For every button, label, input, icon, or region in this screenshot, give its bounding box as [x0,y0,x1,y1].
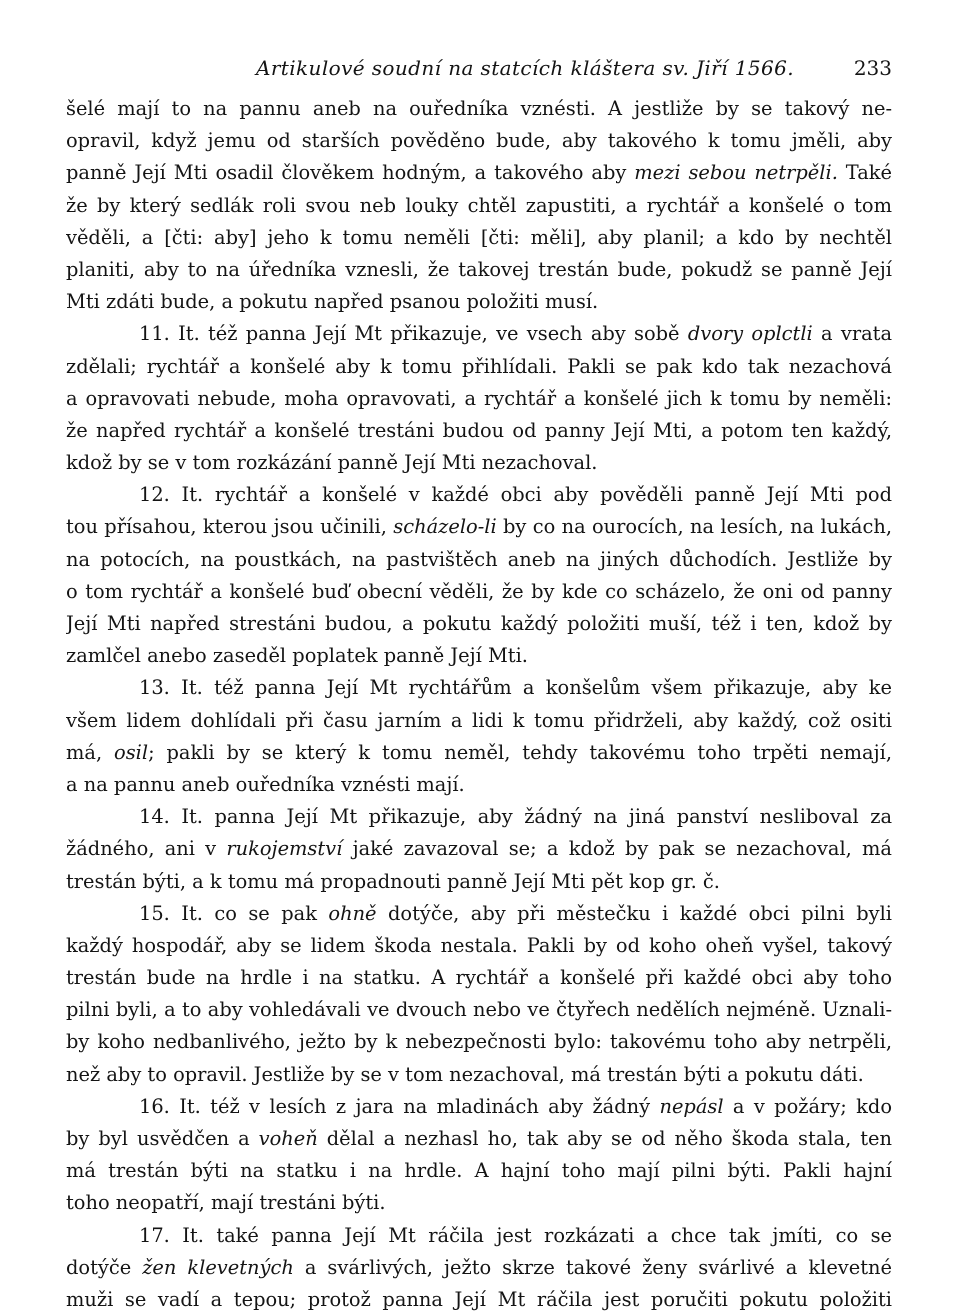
text-segment: trestán býti, a k tomu má propadnouti panně Její Mti pět kop gr. č. [66,869,720,893]
text-segment: a v požáry; kdo [723,1094,892,1118]
text-line [66,576,892,608]
text-segment: muži se vadí a tepou; protož panna Její Mt ráčila jest poručiti pokutu položiti [66,1287,892,1311]
text-line-content [66,612,892,635]
text-line [66,190,892,222]
text-line-content [66,548,892,571]
text-line [66,1187,892,1219]
italic-text: rukojemství [226,837,343,861]
text-segment: 14. It. panna Její Mt přikazuje, aby žádný na jiná panství nesliboval za [139,805,892,829]
body-text [66,93,892,1316]
text-line [66,769,892,801]
text-line-content [66,1127,892,1150]
text-line-content [66,451,597,474]
text-segment: a svárlivých, ježto skrze takové ženy svárlivé a klevetné [293,1255,892,1279]
text-line [66,801,892,833]
text-segment: Také [837,161,892,185]
text-line-content [66,741,892,764]
text-line [66,1123,892,1155]
text-segment: že by který sedlák roli svou neb louky chtěl zapustiti, a rychtář a konšelé o tom [66,193,892,217]
text-line-content [66,1256,892,1279]
text-segment: o tom rychtář a konšelé buď obecní věděli, že by kde co scházelo, že oni od panny [66,579,892,603]
text-segment: pilni byli, a to aby vohledávali ve dvouch nebo ve čtyřech nedělích nejméně. Uznali- [66,998,892,1022]
text-line-content [66,644,528,667]
text-line [66,608,892,640]
text-line [66,1284,892,1316]
text-segment: že napřed rychtář a konšelé trestáni budou od panny Její Mti, a potom ten každý, [66,418,892,442]
text-segment: má, [66,740,115,764]
text-line [66,930,892,962]
text-line-content [139,322,892,345]
text-segment: dělal a nezhasl ho, tak aby se od něho škoda stala, ten [317,1127,892,1150]
italic-text: nepásl [659,1094,724,1118]
text-line-content [66,161,892,184]
text-line [66,833,892,865]
text-segment: žádného, ani v [66,837,227,861]
text-segment: zamlčel anebo zaseděl poplatek panně Její Mti. [66,644,528,668]
text-segment: 11. It. též panna Její Mt přikazuje, ve vsech aby sobě [139,322,688,346]
text-line-content [66,773,465,796]
text-line-content [66,709,892,732]
text-line-content [139,1224,892,1247]
text-line-content [66,226,892,249]
text-segment: 13. It. též panna Její Mt rychtářům a konšelům všem přikazuje, aby ke [139,676,892,700]
text-line [66,1026,892,1058]
text-line-content [66,934,892,957]
text-line [66,705,892,737]
text-line-content [66,355,892,378]
text-line [66,351,892,383]
text-line-content [66,97,892,120]
text-segment: 16. It. též v lesích z jara na mladinách aby žádný [139,1094,660,1118]
italic-text: scházelo-li [393,515,497,539]
text-segment: trestán bude na hrdle i na statku. A rychtář a konšelé při každé obci aby toho [66,966,892,990]
text-segment: ; pakli by se který k tomu neměl, tehdy takovému toho trpěti nemají, [148,740,892,764]
text-segment: toho neopatří, mají trestáni býti. [66,1191,386,1215]
text-line [66,1155,892,1187]
text-line [66,125,892,157]
text-line-content [66,387,892,410]
italic-text: osil [114,740,149,764]
text-line [66,866,892,898]
text-line [66,962,892,994]
text-line [66,1220,892,1252]
text-line [66,672,892,704]
text-segment: Mti zdáti bude, a pokutu napřed psanou položiti musí. [66,290,599,314]
text-segment: a opravovati nebude, moha opravovati, a rychtář a konšelé jich k tomu by neměli: [66,386,892,410]
text-line [66,286,892,318]
text-line-content [139,483,892,506]
text-line [66,383,892,415]
text-line-content [66,1030,892,1053]
text-line-content [66,966,892,989]
italic-text: mezi sebou netrpěli. [634,161,838,185]
text-line-content [66,1191,386,1214]
text-segment: má trestán býti na statku i na hrdle. A hajní toho mají pilni býti. Pakli hajní [66,1159,892,1183]
text-line-content [66,998,892,1026]
text-line [66,1091,892,1123]
text-line-content [66,194,892,217]
text-line [66,737,892,769]
text-line [66,511,892,543]
text-line [66,640,892,672]
text-segment: 12. It. rychtář a konšelé v každé obci aby pověděli panně Její Mti pod [139,483,892,507]
text-segment: dotýče, aby při městečku i každé obci pilni byli [376,901,892,925]
text-line [66,157,892,189]
italic-text: voheň [258,1127,318,1150]
text-line-content [66,837,892,860]
text-segment: Její Mti napřed strestáni budou, a pokutu každý položiti muší, též i ten, kdož by [66,612,892,635]
text-line-content [66,290,598,313]
text-line [66,479,892,511]
text-segment: každý hospodář, aby se lidem škoda nestala. Pakli by od koho oheň vyšel, takový [66,933,892,957]
text-line [66,93,892,125]
text-segment: by byl usvědčen a [66,1127,259,1150]
text-line-content [66,580,892,603]
text-line [66,994,892,1026]
text-line [66,254,892,286]
text-segment: a na pannu aneb ouředníka vznésti mají. [66,772,465,796]
text-line-content [66,1288,892,1311]
italic-text: dvory oplctli [687,322,813,346]
text-line-content [139,1095,892,1118]
text-segment: kdož by se v tom rozkázání panně Její Mti nezachoval. [66,451,598,475]
text-segment: dotýče [66,1255,143,1279]
text-segment: než aby to opravil. Jestliže by se v tom nezachoval, má trestán býti a pokutu dáti. [66,1062,864,1086]
text-line-content [139,676,892,699]
text-segment: věděli, a [čti: aby] jeho k tomu neměli [čti: měli], aby planil; a kdo by nechtěl [66,225,892,249]
text-line-content [139,902,892,925]
text-segment: planiti, aby to na úředníka vznesli, že takovej trestán bude, pokudž se panně Její [66,257,892,281]
text-line [66,222,892,254]
text-line-content [66,129,892,152]
text-line-content [139,805,892,828]
text-segment: šelé mají to na pannu aneb na ouředníka vznésti. A jestliže by se takový ne- [66,97,892,120]
text-line [66,898,892,930]
italic-text: ohně [328,901,377,925]
text-segment: na potocích, na poustkách, na pastvištěch aneb na jiných důchodích. Jestliže by [66,547,892,571]
text-line-content [66,1159,892,1182]
text-segment: jaké zavazoval se; a kdož by pak se nezachoval, má [342,837,892,861]
text-line [66,415,892,447]
page-header [66,56,892,86]
running-title: Artikulové soudní na statcích kláštera sv. Jiří 1566. [256,56,794,80]
text-segment: by co na ourocích, na lesích, na lukách, [496,515,892,539]
text-segment: a vrata [812,322,892,346]
text-line-content [66,870,720,893]
text-segment: 17. It. také panna Její Mt ráčila jest rozkázati a chce tak jmíti, co se [139,1223,892,1247]
text-line-content [66,419,892,442]
italic-text: žen klevetných [142,1255,294,1279]
text-segment: panně Její Mti osadil člověkem hodným, a takového aby [66,161,635,185]
page-number: 233 [853,56,892,80]
text-line [66,318,892,350]
text-segment: tou přísahou, kterou jsou učinili, [66,515,394,539]
text-segment: by koho nedbanlivého, ježto by k nebezpečnosti bylo: takovému toho aby netrpěli, [66,1030,892,1054]
text-line [66,1059,892,1091]
text-segment: všem lidem dohlídali při času jarním a lidi k tomu přidrželi, aby každý, což ositi [66,708,892,732]
text-line [66,447,892,479]
text-line-content [66,515,892,538]
text-segment: 15. It. co se pak [139,901,329,925]
text-line [66,544,892,576]
text-line-content [66,258,892,281]
text-line-content [66,1063,864,1086]
text-segment: opravil, když jemu od starších pověděno bude, aby takového k tomu jměli, aby [66,129,892,153]
text-segment: zdělali; rychtář a konšelé aby k tomu přihlídali. Pakli se pak kdo tak nezachová [66,354,892,378]
